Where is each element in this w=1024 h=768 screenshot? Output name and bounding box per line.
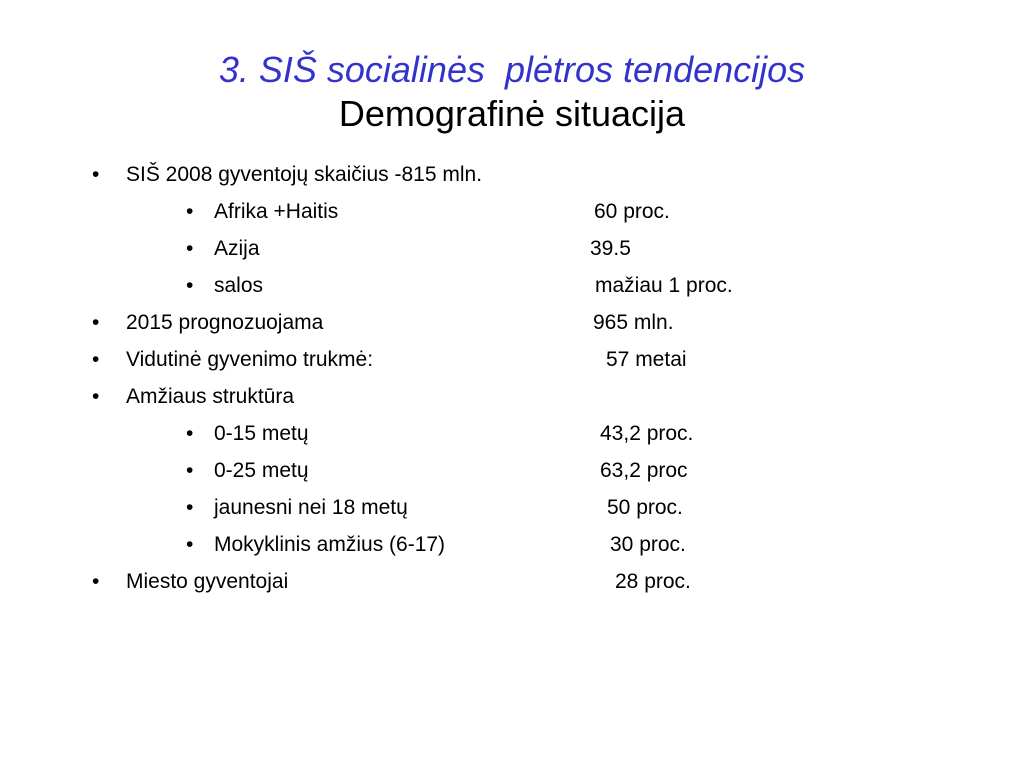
bullet-value: 39.5 (590, 237, 631, 260)
bullet-value: mažiau 1 proc. (595, 274, 733, 297)
bullet-dot: • (92, 385, 100, 408)
bullet-label: jaunesni nei 18 metų (214, 496, 408, 519)
bullet-dot: • (186, 422, 194, 445)
bullet-dot: • (186, 274, 194, 297)
bullet-label: 2015 prognozuojama (126, 311, 324, 334)
bullet-population-2008 (0, 156, 1024, 193)
bullet-dot: • (186, 496, 194, 519)
bullet-label: 0-25 metų (214, 459, 309, 482)
bullet-dot: • (92, 348, 100, 371)
sub-bullet-age-0-25 (0, 452, 1024, 489)
bullet-label: Miesto gyventojai (126, 570, 289, 593)
bullet-dot: • (92, 163, 100, 186)
sub-bullet-under-18 (0, 489, 1024, 526)
bullet-value: 965 mln. (593, 311, 674, 334)
sub-bullet-age-0-15 (0, 415, 1024, 452)
bullet-dot: • (186, 237, 194, 260)
bullet-dot: • (186, 459, 194, 482)
slide-title: 3. SIŠ socialinės plėtros tendencijos (218, 49, 806, 90)
bullet-label: 0-15 metų (214, 422, 309, 445)
bullet-list (0, 156, 1024, 600)
bullet-label: Azija (214, 237, 260, 260)
bullet-label: Amžiaus struktūra (126, 385, 295, 408)
bullet-value: 60 proc. (594, 200, 670, 223)
bullet-value: 57 metai (606, 348, 687, 371)
bullet-dot: • (186, 533, 194, 556)
sub-bullet-africa-haiti (0, 193, 1024, 230)
bullet-value: 63,2 proc (600, 459, 688, 482)
sub-bullet-asia (0, 230, 1024, 267)
bullet-value: 50 proc. (607, 496, 683, 519)
bullet-label: SIŠ 2008 gyventojų skaičius -815 mln. (126, 163, 483, 186)
bullet-value: 30 proc. (610, 533, 686, 556)
bullet-urban-population (0, 563, 1024, 600)
bullet-label: Afrika +Haitis (214, 200, 339, 223)
bullet-label: Mokyklinis amžius (6-17) (214, 533, 446, 556)
bullet-label: Vidutinė gyvenimo trukmė: (126, 348, 374, 371)
bullet-value: 43,2 proc. (600, 422, 694, 445)
bullet-age-structure (0, 378, 1024, 415)
bullet-dot: • (186, 200, 194, 223)
bullet-label: salos (214, 274, 264, 297)
sub-bullet-islands (0, 267, 1024, 304)
bullet-life-expectancy (0, 341, 1024, 378)
bullet-forecast-2015 (0, 304, 1024, 341)
slide-title-block (0, 48, 1024, 136)
bullet-dot: • (92, 311, 100, 334)
bullet-dot: • (92, 570, 100, 593)
slide-subtitle: Demografinė situacija (338, 93, 686, 134)
sub-bullet-school-age (0, 526, 1024, 563)
bullet-value: 28 proc. (615, 570, 691, 593)
